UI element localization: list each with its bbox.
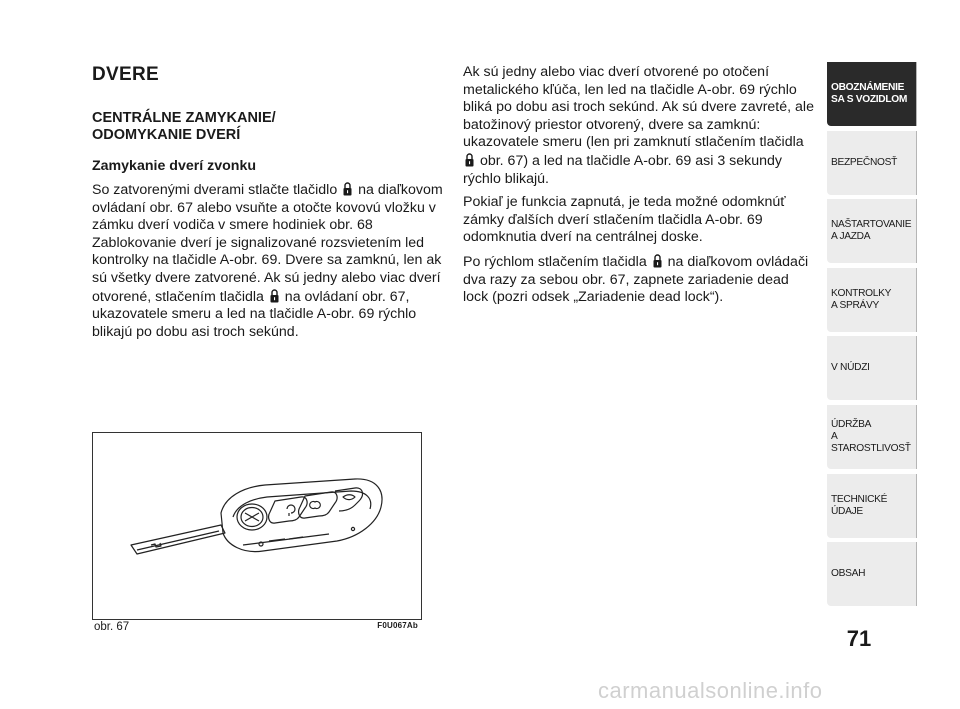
tab-label: A SPRÁVY [831, 299, 879, 311]
padlock-icon [343, 181, 352, 196]
figure-code: F0U067Ab [377, 621, 418, 630]
tab-kontrolky[interactable] [827, 268, 917, 332]
tab-label: TECHNICKÉ [831, 493, 888, 505]
subsection-heading-line-2: ODOMYKANIE DVERÍ [92, 127, 241, 143]
right-paragraph-3 [463, 253, 815, 307]
tab-label: NAŠTARTOVANIE [831, 219, 912, 231]
text-run: So zatvorenými dverami stlačte tlačidlo [92, 182, 342, 198]
section-heading: DVERE [92, 64, 159, 85]
tab-label: BEZPEČNOSŤ [831, 156, 898, 168]
tab-technicke-udaje[interactable] [827, 474, 917, 538]
right-paragraph-2: Pokiaľ je funkcia zapnutá, je teda možné odomknúť zámky ďalších dverí stlačením tlačidla A-obr. 69 odomknutia dverí na centrálnej doske. [463, 194, 786, 246]
text-run: Ak sú jedny alebo viac dverí otvorené po otočení metalického kľúča, len led na tlačidle A-obr. 69 rýchlo bliká po dobu asi troch sekúnd. Ak sú dvere zavreté, ale batožinový priestor otvorený, dvere sa zamknú: ukazovatele smeru (len pri zamknutí stlačením tlačidla [463, 64, 814, 151]
text-run: na diaľkovom ovládaní obr. 67 alebo vsuňte a otočte kovovú vložku v zámku dverí vodiča v smere hodiniek obr. 68 Zablokovanie dverí je signalizované rozsvietením led kontrolky na tlačidle A-obr. 69. Dvere sa zamknú, len ak sú všetky dvere zatvorené. Ak sú jedny alebo viac dverí otvorené, stlačením tlačidla [92, 182, 443, 305]
tab-label: SA S VOZIDLOM [831, 94, 908, 105]
padlock-icon [465, 152, 474, 167]
paragraph-heading: Zamykanie dverí zvonku [92, 158, 257, 174]
right-paragraph-1 [463, 64, 815, 188]
subsection-heading [92, 110, 444, 144]
text-run: Po rýchlom stlačením tlačidla [463, 253, 651, 270]
tab-label: V NÚDZI [831, 362, 870, 374]
tab-udrzba[interactable] [827, 405, 917, 469]
text-run: na ovládaní obr. 67, ukazovatele smeru a led na tlačidle A-obr. 69 rýchlo blikajú po dobu asi troch sekúnd. [92, 288, 417, 340]
tab-label: ÚDAJE [831, 505, 863, 517]
left-paragraph [92, 181, 444, 341]
chapter-tabs [827, 62, 917, 611]
tab-oboznamenie[interactable] [827, 62, 917, 126]
text-run: na diaľkovom ovládači dva razy za sebou obr. 67, zapnete zariadenie dead lock (pozri odsek „Zariadenie dead lock“). [463, 253, 809, 306]
figure-label: obr. 67 [94, 621, 130, 633]
left-column [92, 64, 444, 347]
tab-bezpecnost[interactable] [827, 131, 917, 195]
tab-label: A STAROSTLIVOSŤ [831, 430, 911, 454]
tab-label: ÚDRŽBA [831, 418, 872, 430]
text-run: obr. 67) a led na tlačidle A-obr. 69 asi 3 sekundy rýchlo blikajú. [463, 152, 783, 187]
car-key-fob-illustration [93, 433, 421, 619]
tab-label: A JAZDA [831, 231, 871, 243]
tab-label: OBOZNÁMENIE [831, 82, 905, 93]
tab-nastartovanie[interactable] [827, 199, 917, 263]
tab-label: OBSAH [831, 568, 866, 580]
figure-box [92, 432, 422, 620]
watermark: carmanualsonline.info [598, 678, 823, 703]
tab-obsah[interactable] [827, 542, 917, 606]
right-column [463, 64, 815, 313]
padlock-icon [270, 288, 279, 303]
tab-label: KONTROLKY [831, 287, 892, 299]
subsection-heading-line-1: CENTRÁLNE ZAMYKANIE/ [92, 110, 276, 126]
page-number: 71 [846, 626, 872, 651]
figure-caption [92, 620, 422, 636]
padlock-icon [653, 253, 662, 268]
tab-v-nudzi[interactable] [827, 336, 917, 400]
